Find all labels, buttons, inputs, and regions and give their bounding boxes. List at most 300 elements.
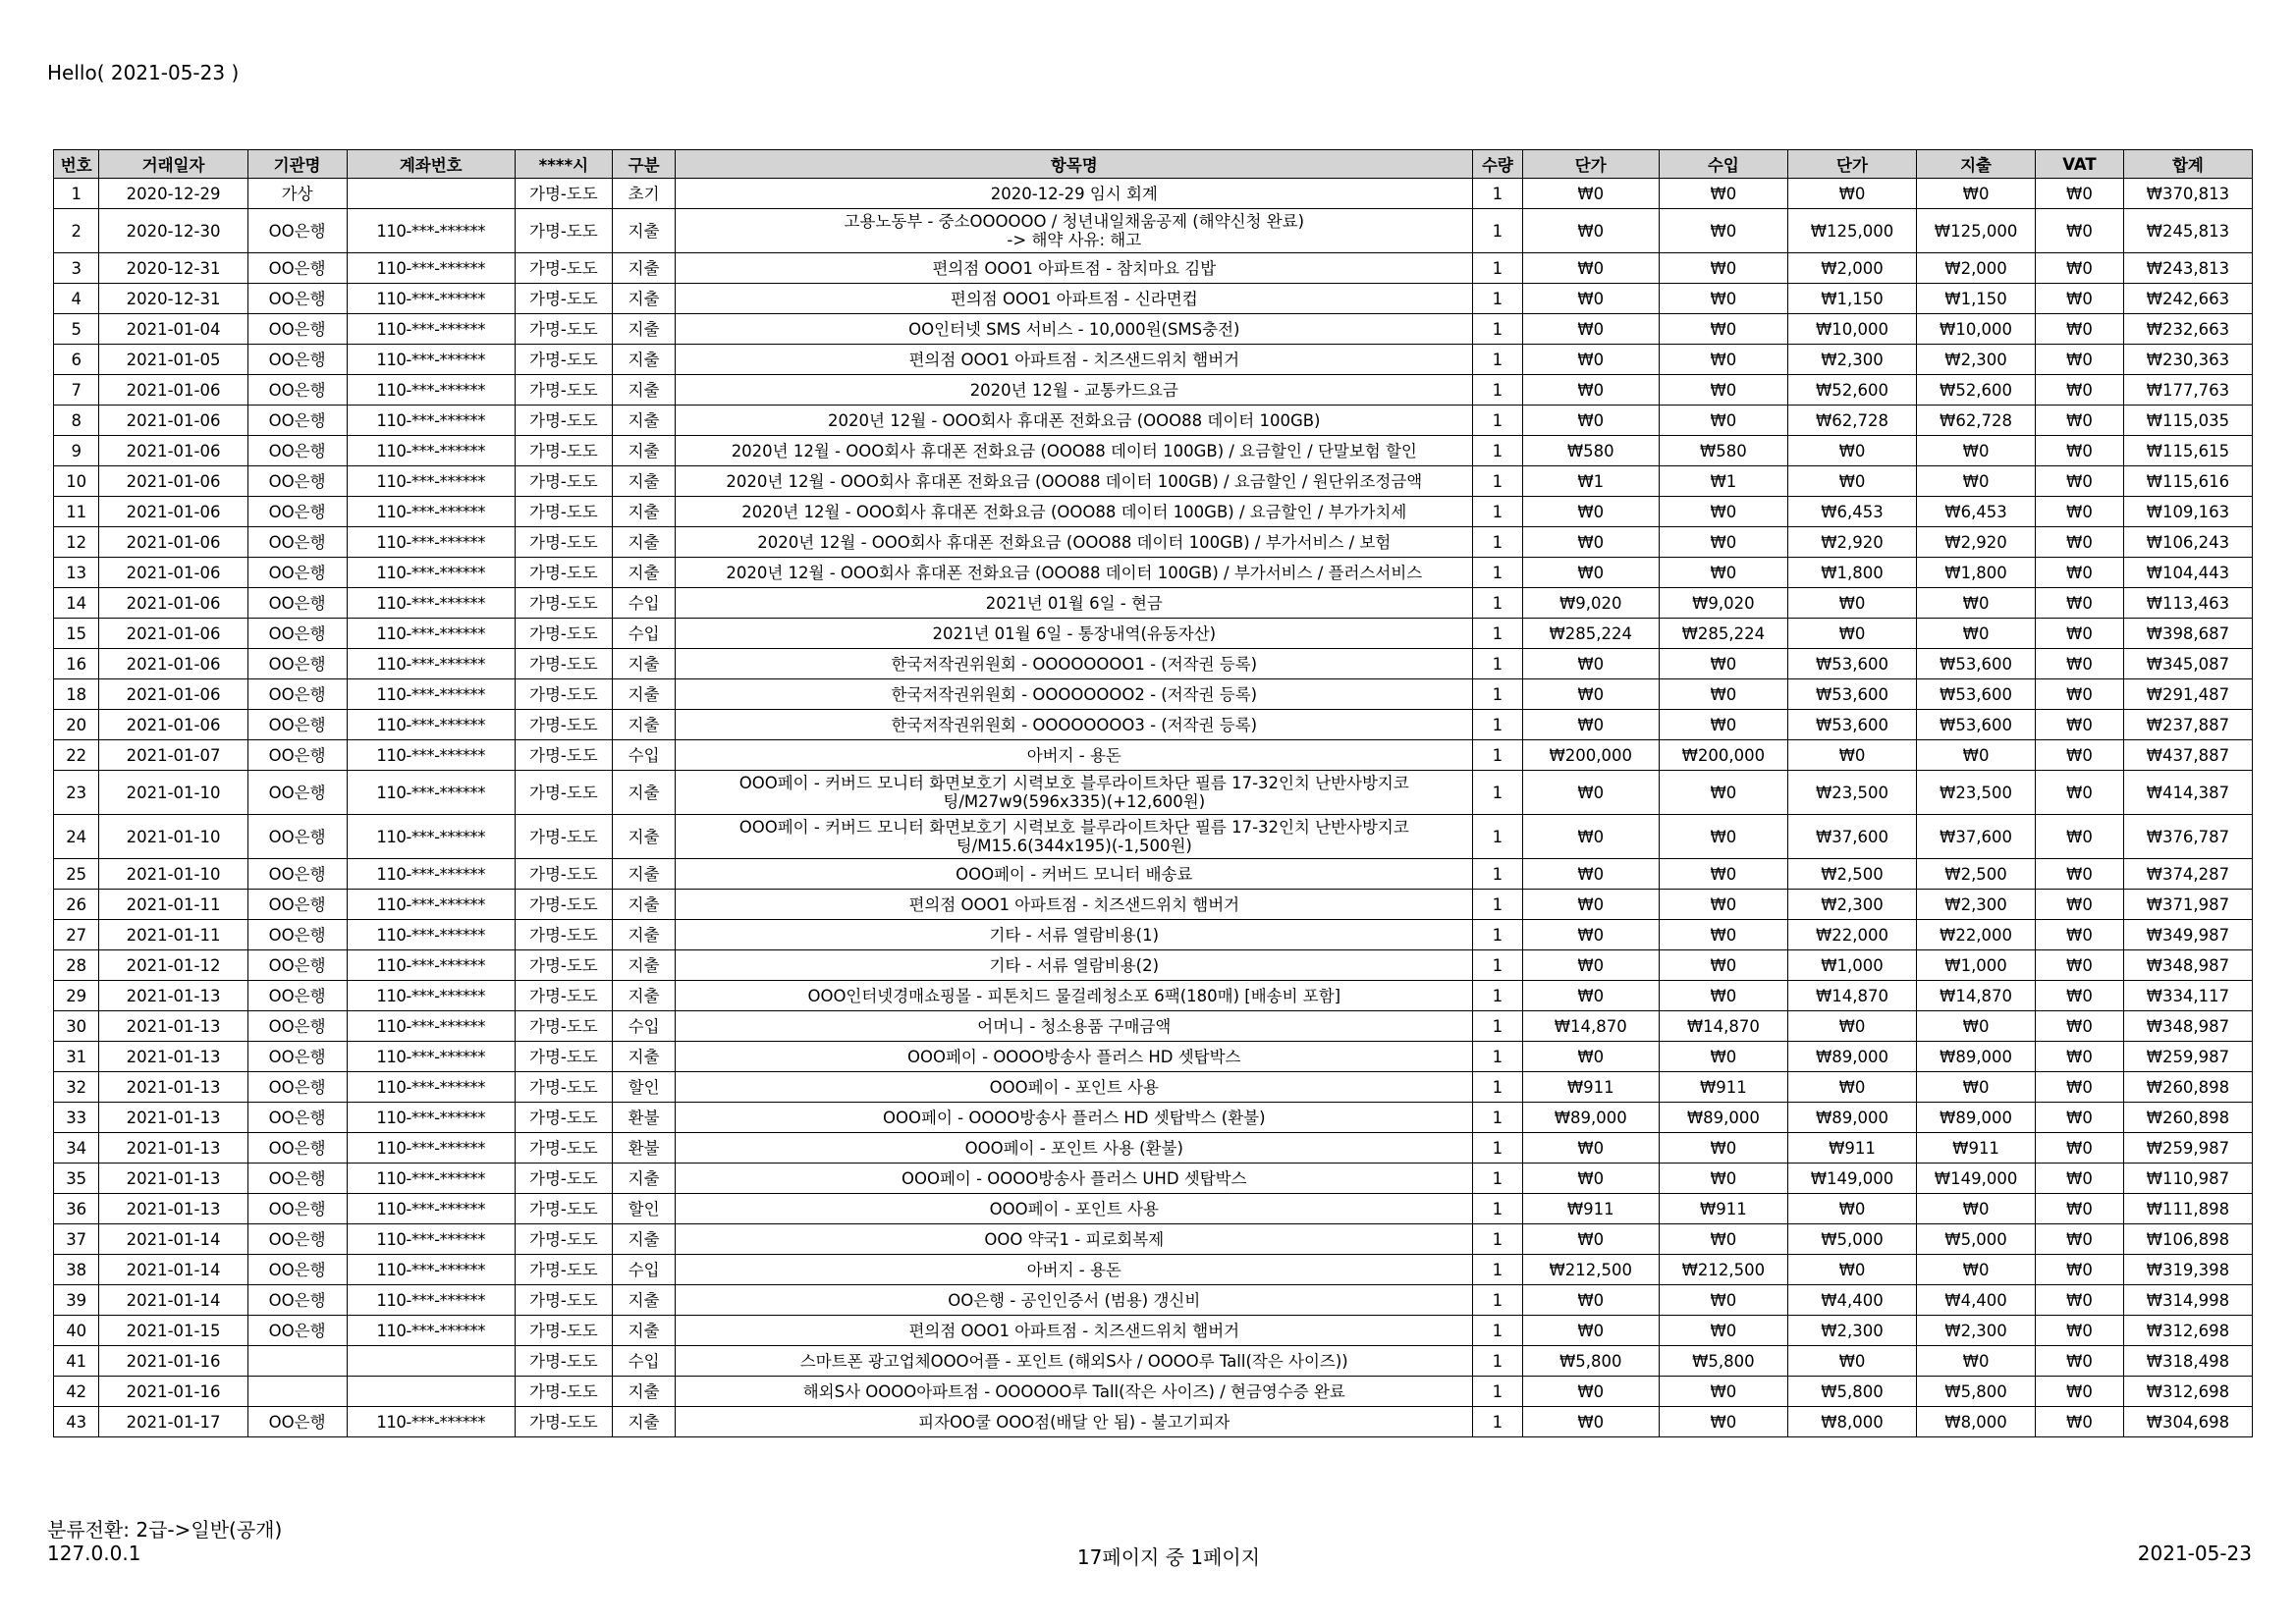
unit-price-out-cell: ₩149,000	[1787, 1164, 1916, 1194]
expense-cell: ₩37,600	[1917, 815, 2036, 859]
income-cell: ₩0	[1659, 179, 1787, 209]
row-number-cell: 15	[54, 619, 99, 649]
vat-cell: ₩0	[2036, 436, 2124, 466]
row-number-cell: 34	[54, 1133, 99, 1164]
quantity-cell: 1	[1473, 179, 1522, 209]
vat-cell: ₩0	[2036, 588, 2124, 619]
unit-price-in-cell: ₩0	[1522, 981, 1659, 1011]
footer-date: 2021-05-23	[2137, 1542, 2252, 1565]
account-number-cell: 110-***-******	[347, 375, 515, 406]
holder-cell: 가명-도도	[515, 406, 612, 436]
category-cell: 지출	[612, 859, 676, 890]
transaction-date-cell: 2021-01-10	[99, 815, 247, 859]
item-name-cell	[676, 588, 1473, 619]
unit-price-out-cell: ₩0	[1787, 1255, 1916, 1285]
balance-cell: ₩104,443	[2123, 558, 2252, 588]
account-number-cell: 110-***-******	[347, 815, 515, 859]
vat-cell: ₩0	[2036, 771, 2124, 815]
transaction-date-cell: 2021-01-12	[99, 950, 247, 981]
account-number-cell: 110-***-******	[347, 1194, 515, 1224]
holder-cell: 가명-도도	[515, 1103, 612, 1133]
item-name-line: OOO페이 - OOOO방송사 플러스 UHD 셋탑박스	[902, 1168, 1247, 1188]
item-name-line: 기타 - 서류 열람비용(1)	[989, 925, 1160, 945]
category-cell: 지출	[612, 466, 676, 497]
income-cell: ₩0	[1659, 375, 1787, 406]
income-cell: ₩0	[1659, 1133, 1787, 1164]
balance-cell: ₩348,987	[2123, 1011, 2252, 1042]
quantity-cell: 1	[1473, 1407, 1522, 1437]
unit-price-out-cell: ₩2,000	[1787, 253, 1916, 284]
expense-cell: ₩14,870	[1917, 981, 2036, 1011]
vat-cell: ₩0	[2036, 209, 2124, 253]
balance-cell: ₩242,663	[2123, 284, 2252, 314]
item-name-line: 2020년 12월 - OOO회사 휴대폰 전화요금 (OOO88 데이터 100GB) / 부가서비스 / 플러스서비스	[726, 563, 1423, 582]
table-row	[54, 436, 2253, 466]
item-name-cell	[676, 436, 1473, 466]
income-cell: ₩0	[1659, 981, 1787, 1011]
holder-cell: 가명-도도	[515, 1255, 612, 1285]
holder-cell: 가명-도도	[515, 1194, 612, 1224]
account-number-cell: 110-***-******	[347, 1072, 515, 1103]
item-name-line: OOO페이 - OOOO방송사 플러스 HD 셋탑박스 (환불)	[883, 1108, 1266, 1127]
account-number-cell: 110-***-******	[347, 406, 515, 436]
unit-price-in-cell: ₩0	[1522, 345, 1659, 375]
expense-cell: ₩2,300	[1917, 890, 2036, 920]
item-name-cell	[676, 1255, 1473, 1285]
holder-cell: 가명-도도	[515, 1346, 612, 1377]
transaction-date-cell: 2021-01-06	[99, 497, 247, 527]
balance-cell: ₩109,163	[2123, 497, 2252, 527]
vat-cell: ₩0	[2036, 710, 2124, 740]
account-number-cell: 110-***-******	[347, 558, 515, 588]
expense-cell: ₩0	[1917, 436, 2036, 466]
column-header: 항목명	[676, 150, 1473, 179]
vat-cell: ₩0	[2036, 649, 2124, 679]
item-name-cell	[676, 179, 1473, 209]
table-row	[54, 1072, 2253, 1103]
institution-cell: OO은행	[247, 1407, 347, 1437]
category-cell: 지출	[612, 950, 676, 981]
account-number-cell: 110-***-******	[347, 436, 515, 466]
item-name-line: 한국저작권위원회 - OOOOOOOO1 - (저작권 등록)	[891, 654, 1258, 674]
transaction-date-cell: 2021-01-16	[99, 1346, 247, 1377]
table-row	[54, 1042, 2253, 1072]
expense-cell: ₩0	[1917, 1072, 2036, 1103]
income-cell: ₩0	[1659, 497, 1787, 527]
category-cell: 지출	[612, 815, 676, 859]
vat-cell: ₩0	[2036, 314, 2124, 345]
expense-cell: ₩2,300	[1917, 345, 2036, 375]
quantity-cell: 1	[1473, 1285, 1522, 1316]
unit-price-in-cell: ₩0	[1522, 1224, 1659, 1255]
expense-cell: ₩89,000	[1917, 1103, 2036, 1133]
institution-cell: OO은행	[247, 1133, 347, 1164]
income-cell: ₩0	[1659, 284, 1787, 314]
transaction-date-cell: 2021-01-16	[99, 1377, 247, 1407]
unit-price-in-cell: ₩0	[1522, 558, 1659, 588]
category-cell: 지출	[612, 436, 676, 466]
unit-price-out-cell: ₩5,800	[1787, 1377, 1916, 1407]
item-name-line: OOO인터넷경매쇼핑몰 - 피톤치드 물걸레청소포 6팩(180매) [배송비 포함]	[807, 986, 1341, 1005]
vat-cell: ₩0	[2036, 1072, 2124, 1103]
unit-price-in-cell: ₩0	[1522, 1285, 1659, 1316]
balance-cell: ₩312,698	[2123, 1316, 2252, 1346]
table-row	[54, 740, 2253, 771]
balance-cell: ₩349,987	[2123, 920, 2252, 950]
income-cell: ₩1	[1659, 466, 1787, 497]
category-cell: 지출	[612, 284, 676, 314]
category-cell: 지출	[612, 497, 676, 527]
income-cell: ₩9,020	[1659, 588, 1787, 619]
account-number-cell: 110-***-******	[347, 740, 515, 771]
income-cell: ₩0	[1659, 679, 1787, 710]
item-name-cell	[676, 981, 1473, 1011]
balance-cell: ₩348,987	[2123, 950, 2252, 981]
category-cell: 지출	[612, 649, 676, 679]
row-number-cell: 38	[54, 1255, 99, 1285]
table-row	[54, 679, 2253, 710]
item-name-cell	[676, 1224, 1473, 1255]
table-row	[54, 1255, 2253, 1285]
holder-cell: 가명-도도	[515, 1224, 612, 1255]
table-row	[54, 1103, 2253, 1133]
account-number-cell: 110-***-******	[347, 345, 515, 375]
row-number-cell: 33	[54, 1103, 99, 1133]
holder-cell: 가명-도도	[515, 920, 612, 950]
unit-price-out-cell: ₩911	[1787, 1133, 1916, 1164]
institution-cell: OO은행	[247, 1011, 347, 1042]
expense-cell: ₩0	[1917, 1255, 2036, 1285]
institution-cell: OO은행	[247, 619, 347, 649]
column-header: 합계	[2123, 150, 2252, 179]
holder-cell: 가명-도도	[515, 375, 612, 406]
transaction-date-cell: 2021-01-06	[99, 375, 247, 406]
item-name-line: OOO페이 - 포인트 사용 (환불)	[964, 1138, 1183, 1158]
table-row	[54, 527, 2253, 558]
item-name-cell	[676, 558, 1473, 588]
account-number-cell: 110-***-******	[347, 1011, 515, 1042]
holder-cell: 가명-도도	[515, 284, 612, 314]
holder-cell: 가명-도도	[515, 497, 612, 527]
item-name-cell	[676, 1072, 1473, 1103]
item-name-line: OO인터넷 SMS 서비스 - 10,000원(SMS충전)	[908, 319, 1240, 339]
category-cell: 지출	[612, 1042, 676, 1072]
item-name-line: 피자OO쿨 OOO점(배달 안 됨) - 불고기피자	[918, 1412, 1230, 1432]
table-row	[54, 209, 2253, 253]
unit-price-in-cell: ₩0	[1522, 497, 1659, 527]
row-number-cell: 40	[54, 1316, 99, 1346]
transaction-date-cell: 2020-12-31	[99, 284, 247, 314]
table-row	[54, 1194, 2253, 1224]
item-name-line: 스마트폰 광고업체OOO어플 - 포인트 (해외S사 / OOOO루 Tall(작은 사이즈))	[799, 1351, 1348, 1371]
column-header: 수량	[1473, 150, 1522, 179]
row-number-cell: 23	[54, 771, 99, 815]
balance-cell: ₩230,363	[2123, 345, 2252, 375]
holder-cell: 가명-도도	[515, 710, 612, 740]
transaction-date-cell: 2021-01-11	[99, 890, 247, 920]
row-number-cell: 12	[54, 527, 99, 558]
balance-cell: ₩318,498	[2123, 1346, 2252, 1377]
item-name-cell	[676, 1194, 1473, 1224]
item-name-line: -> 해약 사유: 해고	[1007, 231, 1142, 249]
item-name-line: 2020년 12월 - OOO회사 휴대폰 전화요금 (OOO88 데이터 100GB) / 요금할인 / 단말보험 할인	[731, 441, 1417, 460]
account-number-cell	[347, 179, 515, 209]
item-name-line: OOO페이 - 커버드 모니터 배송료	[956, 864, 1193, 884]
unit-price-out-cell: ₩62,728	[1787, 406, 1916, 436]
column-header: 단가	[1787, 150, 1916, 179]
income-cell: ₩14,870	[1659, 1011, 1787, 1042]
institution-cell: OO은행	[247, 527, 347, 558]
transaction-date-cell: 2020-12-31	[99, 253, 247, 284]
quantity-cell: 1	[1473, 1255, 1522, 1285]
unit-price-out-cell: ₩125,000	[1787, 209, 1916, 253]
row-number-cell: 3	[54, 253, 99, 284]
table-row	[54, 710, 2253, 740]
unit-price-in-cell: ₩0	[1522, 284, 1659, 314]
account-number-cell: 110-***-******	[347, 710, 515, 740]
quantity-cell: 1	[1473, 1164, 1522, 1194]
category-cell: 수입	[612, 588, 676, 619]
quantity-cell: 1	[1473, 588, 1522, 619]
category-cell: 초기	[612, 179, 676, 209]
expense-cell: ₩2,920	[1917, 527, 2036, 558]
institution-cell: OO은행	[247, 314, 347, 345]
item-name-cell	[676, 1346, 1473, 1377]
account-number-cell: 110-***-******	[347, 1407, 515, 1437]
unit-price-out-cell: ₩0	[1787, 436, 1916, 466]
transaction-date-cell: 2021-01-06	[99, 649, 247, 679]
item-name-cell	[676, 1103, 1473, 1133]
holder-cell: 가명-도도	[515, 815, 612, 859]
quantity-cell: 1	[1473, 890, 1522, 920]
holder-cell: 가명-도도	[515, 981, 612, 1011]
item-name-cell	[676, 284, 1473, 314]
income-cell: ₩0	[1659, 890, 1787, 920]
transaction-date-cell: 2021-01-17	[99, 1407, 247, 1437]
unit-price-in-cell: ₩0	[1522, 1042, 1659, 1072]
account-number-cell: 110-***-******	[347, 1316, 515, 1346]
item-name-cell	[676, 710, 1473, 740]
row-number-cell: 29	[54, 981, 99, 1011]
item-name-cell	[676, 1407, 1473, 1437]
unit-price-in-cell: ₩0	[1522, 679, 1659, 710]
institution-cell: OO은행	[247, 209, 347, 253]
balance-cell: ₩414,387	[2123, 771, 2252, 815]
category-cell: 수입	[612, 1011, 676, 1042]
table-row	[54, 1011, 2253, 1042]
unit-price-out-cell: ₩2,500	[1787, 859, 1916, 890]
ledger-table	[53, 149, 2253, 1437]
category-cell: 수입	[612, 619, 676, 649]
transaction-date-cell: 2021-01-06	[99, 527, 247, 558]
column-header: 거래일자	[99, 150, 247, 179]
vat-cell: ₩0	[2036, 859, 2124, 890]
holder-cell: 가명-도도	[515, 649, 612, 679]
expense-cell: ₩0	[1917, 466, 2036, 497]
row-number-cell: 4	[54, 284, 99, 314]
holder-cell: 가명-도도	[515, 1285, 612, 1316]
income-cell: ₩0	[1659, 815, 1787, 859]
holder-cell: 가명-도도	[515, 1133, 612, 1164]
item-name-cell	[676, 619, 1473, 649]
unit-price-out-cell: ₩2,300	[1787, 345, 1916, 375]
unit-price-out-cell: ₩0	[1787, 619, 1916, 649]
expense-cell: ₩62,728	[1917, 406, 2036, 436]
income-cell: ₩0	[1659, 859, 1787, 890]
vat-cell: ₩0	[2036, 179, 2124, 209]
row-number-cell: 1	[54, 179, 99, 209]
transaction-date-cell: 2020-12-29	[99, 179, 247, 209]
category-cell: 지출	[612, 1407, 676, 1437]
account-number-cell: 110-***-******	[347, 679, 515, 710]
balance-cell: ₩314,998	[2123, 1285, 2252, 1316]
table-row	[54, 466, 2253, 497]
unit-price-in-cell: ₩14,870	[1522, 1011, 1659, 1042]
item-name-cell	[676, 740, 1473, 771]
unit-price-out-cell: ₩5,000	[1787, 1224, 1916, 1255]
category-cell: 환불	[612, 1133, 676, 1164]
unit-price-in-cell: ₩0	[1522, 179, 1659, 209]
item-name-line: OOO 약국1 - 피로회복제	[984, 1229, 1165, 1249]
expense-cell: ₩0	[1917, 740, 2036, 771]
transaction-date-cell: 2021-01-06	[99, 679, 247, 710]
balance-cell: ₩260,898	[2123, 1103, 2252, 1133]
transaction-date-cell: 2021-01-10	[99, 771, 247, 815]
vat-cell: ₩0	[2036, 1194, 2124, 1224]
vat-cell: ₩0	[2036, 890, 2124, 920]
income-cell: ₩212,500	[1659, 1255, 1787, 1285]
unit-price-in-cell: ₩0	[1522, 771, 1659, 815]
unit-price-in-cell: ₩0	[1522, 209, 1659, 253]
row-number-cell: 31	[54, 1042, 99, 1072]
expense-cell: ₩2,000	[1917, 253, 2036, 284]
account-number-cell: 110-***-******	[347, 1255, 515, 1285]
vat-cell: ₩0	[2036, 1316, 2124, 1346]
page-indicator: 17페이지 중 1페이지	[1076, 1545, 1261, 1569]
item-name-line: 해외S사 OOOO아파트점 - OOOOOO루 Tall(작은 사이즈) / 현금영수증 완료	[802, 1381, 1345, 1401]
quantity-cell: 1	[1473, 649, 1522, 679]
quantity-cell: 1	[1473, 406, 1522, 436]
table-row	[54, 649, 2253, 679]
item-name-line: OOO페이 - 포인트 사용	[989, 1077, 1159, 1097]
category-cell: 지출	[612, 890, 676, 920]
institution-cell: OO은행	[247, 1042, 347, 1072]
transaction-date-cell: 2021-01-05	[99, 345, 247, 375]
institution-cell: OO은행	[247, 1072, 347, 1103]
expense-cell: ₩0	[1917, 619, 2036, 649]
unit-price-out-cell: ₩0	[1787, 1346, 1916, 1377]
institution-cell: OO은행	[247, 284, 347, 314]
expense-cell: ₩5,000	[1917, 1224, 2036, 1255]
account-number-cell: 110-***-******	[347, 1042, 515, 1072]
unit-price-in-cell: ₩911	[1522, 1194, 1659, 1224]
expense-cell: ₩1,800	[1917, 558, 2036, 588]
holder-cell: 가명-도도	[515, 1011, 612, 1042]
account-number-cell	[347, 1346, 515, 1377]
row-number-cell: 41	[54, 1346, 99, 1377]
institution-cell: OO은행	[247, 771, 347, 815]
quantity-cell: 1	[1473, 859, 1522, 890]
expense-cell: ₩22,000	[1917, 920, 2036, 950]
vat-cell: ₩0	[2036, 1255, 2124, 1285]
income-cell: ₩580	[1659, 436, 1787, 466]
income-cell: ₩0	[1659, 527, 1787, 558]
unit-price-in-cell: ₩0	[1522, 649, 1659, 679]
table-row	[54, 1133, 2253, 1164]
balance-cell: ₩177,763	[2123, 375, 2252, 406]
unit-price-out-cell: ₩6,453	[1787, 497, 1916, 527]
transaction-date-cell: 2021-01-11	[99, 920, 247, 950]
row-number-cell: 11	[54, 497, 99, 527]
table-row	[54, 1224, 2253, 1255]
quantity-cell: 1	[1473, 558, 1522, 588]
category-cell: 지출	[612, 1224, 676, 1255]
item-name-cell	[676, 1285, 1473, 1316]
income-cell: ₩911	[1659, 1194, 1787, 1224]
income-cell: ₩0	[1659, 920, 1787, 950]
holder-cell: 가명-도도	[515, 1072, 612, 1103]
account-number-cell: 110-***-******	[347, 1285, 515, 1316]
quantity-cell: 1	[1473, 1042, 1522, 1072]
account-number-cell: 110-***-******	[347, 619, 515, 649]
item-name-line: 2020년 12월 - OOO회사 휴대폰 전화요금 (OOO88 데이터 100GB) / 요금할인 / 부가가치세	[741, 502, 1407, 521]
unit-price-out-cell: ₩22,000	[1787, 920, 1916, 950]
item-name-cell	[676, 950, 1473, 981]
item-name-line: OOO페이 - 포인트 사용	[989, 1199, 1159, 1218]
ledger-body	[54, 179, 2253, 1437]
quantity-cell: 1	[1473, 1133, 1522, 1164]
vat-cell: ₩0	[2036, 527, 2124, 558]
account-number-cell: 110-***-******	[347, 649, 515, 679]
account-number-cell: 110-***-******	[347, 1224, 515, 1255]
vat-cell: ₩0	[2036, 406, 2124, 436]
column-header: ****시	[515, 150, 612, 179]
unit-price-out-cell: ₩23,500	[1787, 771, 1916, 815]
item-name-line: OOO페이 - 커버드 모니터 화면보호기 시력보호 블루라이트차단 필름 17-32인치 난반사방지코	[738, 774, 1409, 792]
row-number-cell: 32	[54, 1072, 99, 1103]
quantity-cell: 1	[1473, 345, 1522, 375]
balance-cell: ₩115,616	[2123, 466, 2252, 497]
column-header: 구분	[612, 150, 676, 179]
quantity-cell: 1	[1473, 375, 1522, 406]
vat-cell: ₩0	[2036, 950, 2124, 981]
item-name-line: 편의점 OOO1 아파트점 - 신라면컵	[950, 289, 1198, 308]
expense-cell: ₩149,000	[1917, 1164, 2036, 1194]
account-number-cell: 110-***-******	[347, 497, 515, 527]
holder-cell: 가명-도도	[515, 466, 612, 497]
holder-cell: 가명-도도	[515, 1377, 612, 1407]
income-cell: ₩0	[1659, 710, 1787, 740]
quantity-cell: 1	[1473, 920, 1522, 950]
income-cell: ₩0	[1659, 1285, 1787, 1316]
institution-cell: OO은행	[247, 981, 347, 1011]
transaction-date-cell: 2021-01-14	[99, 1285, 247, 1316]
expense-cell: ₩125,000	[1917, 209, 2036, 253]
unit-price-out-cell: ₩52,600	[1787, 375, 1916, 406]
balance-cell: ₩370,813	[2123, 179, 2252, 209]
column-header: 지출	[1917, 150, 2036, 179]
row-number-cell: 22	[54, 740, 99, 771]
unit-price-out-cell: ₩0	[1787, 1194, 1916, 1224]
unit-price-out-cell: ₩0	[1787, 1072, 1916, 1103]
holder-cell: 가명-도도	[515, 436, 612, 466]
vat-cell: ₩0	[2036, 815, 2124, 859]
column-header: VAT	[2036, 150, 2124, 179]
account-number-cell: 110-***-******	[347, 1103, 515, 1133]
item-name-cell	[676, 815, 1473, 859]
category-cell: 지출	[612, 558, 676, 588]
item-name-cell	[676, 890, 1473, 920]
